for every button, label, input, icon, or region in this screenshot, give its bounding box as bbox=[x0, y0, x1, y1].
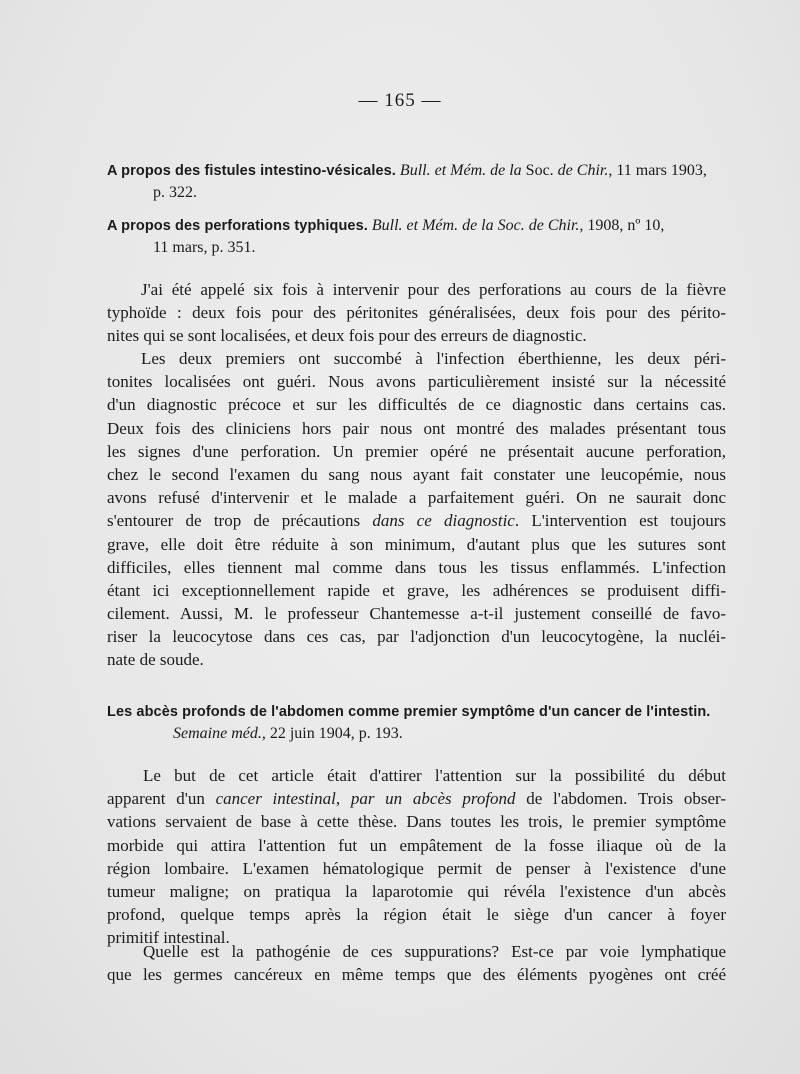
reference-line bbox=[107, 701, 747, 723]
reference-line bbox=[107, 160, 727, 182]
text-segment-italic: cancer intestinal bbox=[215, 789, 336, 809]
text-segment: , bbox=[335, 789, 351, 809]
text-line: morbide qui attira l'attention fut un empâtement de la fosse iliaque où de la bbox=[107, 835, 726, 855]
reference-source-journal: de Chir. bbox=[557, 162, 609, 179]
text-line: difficiles, elles tiennent mal comme dans tous les tissus enflammés. L'infection bbox=[107, 557, 726, 577]
reference-source-line bbox=[107, 723, 747, 744]
reference-date: , 22 juin 1904, p. 193. bbox=[261, 725, 403, 742]
text-segment: . L'intervention est toujours bbox=[514, 511, 726, 531]
text-line: typhoïde : deux fois pour des péritonites généralisées, deux fois pour des périto- bbox=[107, 303, 726, 323]
text-line: vations servaient de base à cette thèse. Dans toutes les trois, le premier symptôme bbox=[107, 812, 726, 832]
reference-source: Bull. et Mém. de la bbox=[399, 162, 522, 179]
text-line: Quelle est la pathogénie de ces suppurations? Est-ce par voie lymphatique bbox=[143, 942, 726, 961]
text-line: tumeur maligne; on pratiqua la laparotomie qui révéla l'existence d'un abcès bbox=[107, 881, 726, 901]
reference-abces bbox=[107, 701, 747, 744]
reference-page: 11 mars, p. 351. bbox=[153, 239, 256, 256]
text-line: Les deux premiers ont succombé à l'infection éberthienne, les deux péri- bbox=[141, 349, 726, 368]
text-line bbox=[107, 509, 726, 532]
reference-title: A propos des fistules intestino-vésicales. bbox=[107, 163, 396, 179]
text-line: avons refusé d'intervenir et le malade a parfaitement guéri. On ne saurait donc bbox=[107, 488, 726, 508]
reference-title: Les abcès profonds de l'abdomen comme premier symptôme d'un cancer de l'intestin. bbox=[107, 704, 711, 720]
reference-page: p. 322. bbox=[153, 184, 197, 201]
reference-perforations bbox=[107, 215, 727, 258]
page-number: — 165 — bbox=[358, 90, 442, 111]
paragraph-perforations-intro bbox=[107, 278, 726, 348]
text-line: d'un diagnostic précoce et sur les difficultés de ce diagnostic dans certains cas. bbox=[107, 395, 726, 415]
text-line bbox=[107, 787, 726, 810]
text-line: région lombaire. L'examen hématologique permit de penser à l'existence d'une bbox=[107, 858, 726, 878]
text-line: étant ici exceptionnellement rapide et grave, les adhérences se produisent diffi- bbox=[107, 580, 726, 600]
text-segment: apparent d'un bbox=[107, 789, 216, 809]
text-line: grave, elle doit être réduite à son minimum, d'autant plus que les sutures sont bbox=[107, 534, 726, 554]
text-line: primitif intestinal. bbox=[107, 928, 230, 948]
text-line: riser la leucocytose dans ces cas, par l'adjonction d'un leucocytogène, la nucléi- bbox=[107, 627, 726, 647]
reference-source: Bull. et Mém. de la Soc. de Chir. bbox=[371, 217, 580, 234]
reference-line bbox=[107, 215, 727, 237]
reference-source-plain: Soc. bbox=[521, 162, 558, 179]
text-line: Deux fois des cliniciens hors pair nous ont montré des malades présentant tous bbox=[107, 418, 726, 438]
paragraph-abces-summary bbox=[107, 764, 726, 950]
text-line: tonites localisées ont guéri. Nous avons particulièrement insisté sur la nécessité bbox=[107, 372, 726, 392]
text-segment: s'entourer de trop de précautions bbox=[107, 511, 361, 531]
text-line: Le but de cet article était d'attirer l'attention sur la possibilité du début bbox=[143, 766, 726, 785]
text-line: cilement. Aussi, M. le professeur Chantemesse a-t-il justement conseillé de favo- bbox=[107, 604, 726, 624]
reference-source: Semaine méd. bbox=[173, 725, 262, 742]
text-line: les signes d'une perforation. Un premier opéré ne présentait aucune perforation, bbox=[107, 441, 726, 461]
text-segment-italic: dans ce diagnostic bbox=[372, 511, 515, 531]
reference-date: , 1908, nº 10, bbox=[579, 217, 665, 234]
paragraph-perforations-discussion bbox=[107, 347, 726, 672]
text-segment-italic: par un abcès profond bbox=[350, 789, 516, 809]
reference-date: , 11 mars 1903, bbox=[608, 162, 707, 179]
text-line: nate de soude. bbox=[107, 650, 204, 670]
text-line: chez le second l'examen du sang nous ayant fait constater une leucopémie, nous bbox=[107, 464, 726, 484]
text-line: nites qui se sont localisées, et deux fois pour des erreurs de diagnostic. bbox=[107, 326, 587, 346]
paragraph-pathogenie bbox=[107, 940, 726, 986]
text-line: profond, quelque temps après la région était le siège d'un cancer à foyer bbox=[107, 905, 726, 925]
text-line: que les germes cancéreux en même temps que des éléments pyogènes ont créé bbox=[107, 965, 726, 985]
reference-title: A propos des perforations typhiques. bbox=[107, 218, 368, 234]
reference-fistules bbox=[107, 160, 727, 203]
text-segment: de l'abdomen. Trois obser- bbox=[515, 789, 726, 809]
text-line: J'ai été appelé six fois à intervenir pour des perforations au cours de la fièvre bbox=[141, 280, 726, 299]
